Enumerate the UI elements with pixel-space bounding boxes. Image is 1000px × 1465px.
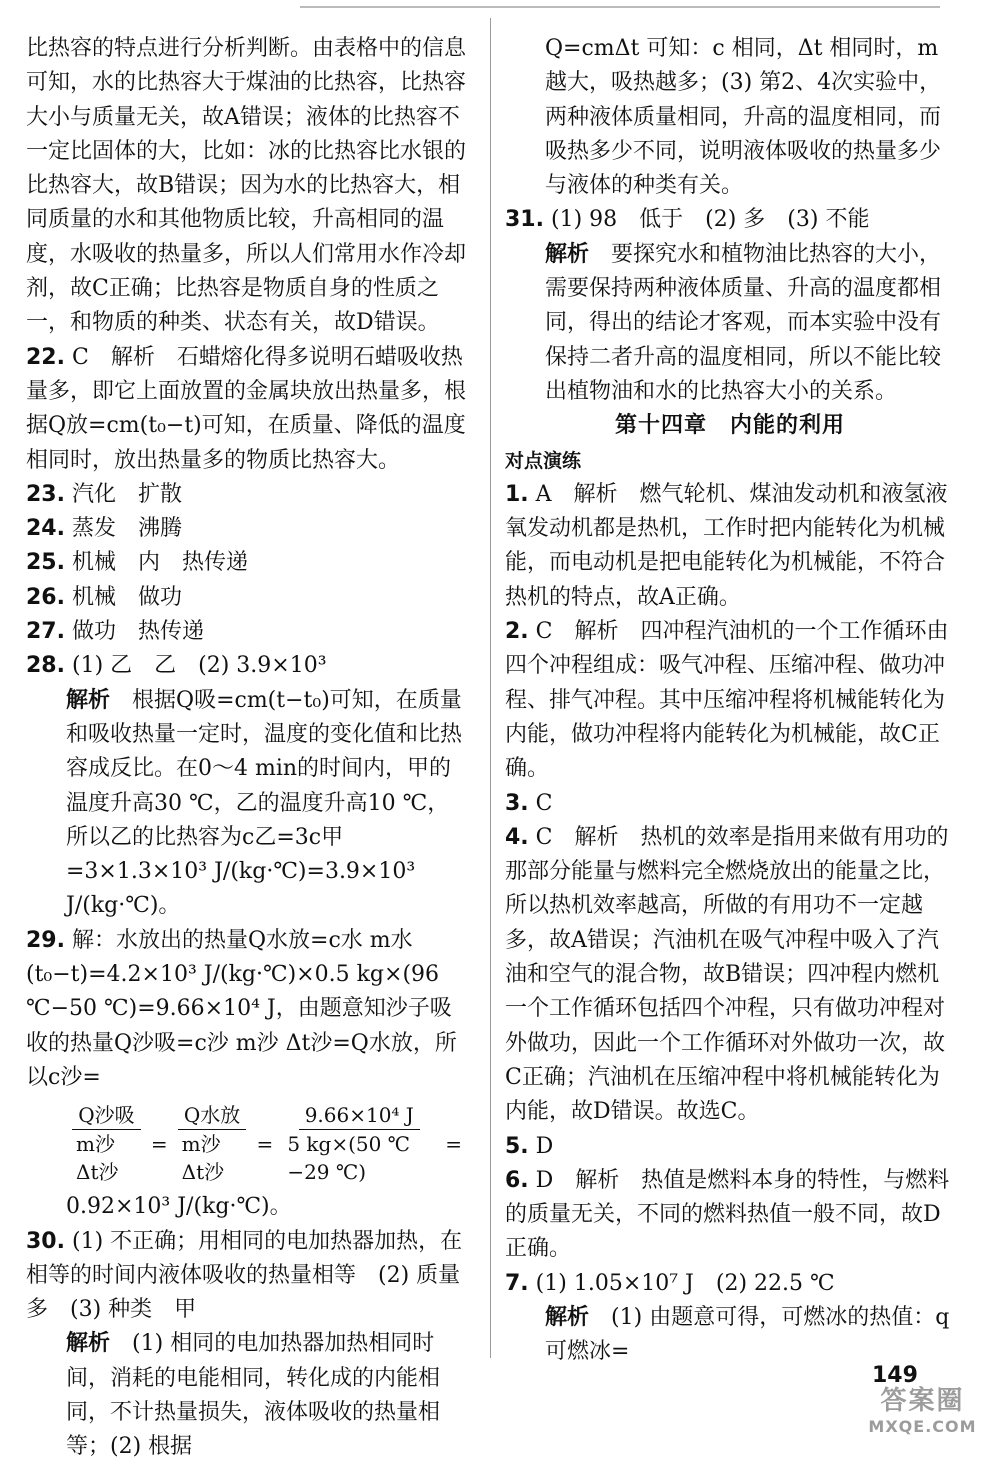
q22-item [26,341,466,478]
r3-text: C [535,790,553,816]
jiexi-label: 解析 [545,1304,590,1330]
q30-item [26,1225,483,1328]
q25-item [26,546,466,580]
r1-item [505,478,955,615]
r3-item [505,787,955,821]
q22-number: 22. [26,344,65,370]
equals-sign: = [445,1131,462,1156]
q29-fraction-equation [66,1101,466,1186]
r7-number: 7. [505,1270,529,1296]
r5-item [505,1130,955,1164]
fraction-3-numerator: 9.66×10⁴ J [299,1101,420,1130]
fraction-2 [176,1101,249,1186]
fraction-1 [70,1101,143,1186]
q31-explanation-text: 要探究水和植物油比热容的大小，需要保持两种液体质量、升高的温度都相同，得出的结论才客观，而本实验中没有保持二者升高的温度相同，所以不能比较出植物油和水的比热容大小的关系。 [545,241,942,404]
q25-text: 机械 内 热传递 [71,550,248,576]
right-column [505,32,955,1370]
q29-number: 29. [26,927,65,953]
r6-text: D 解析 热值是燃料本身的特性，与燃料的质量无关，不同的燃料热值一般不同，故D正确。 [505,1167,950,1262]
q23-text: 汽化 扩散 [71,481,182,507]
fraction-1-numerator: Q沙吸 [72,1101,140,1130]
r3-number: 3. [505,790,529,816]
r2-text: C 解析 四冲程汽油机的一个工作循环由四个冲程组成：吸气冲程、压缩冲程、做功冲程、排气冲程。其中压缩冲程将机械能转化为内能，做功冲程将内能转化为机械能，故C正确。 [505,619,949,782]
q30-continuation: Q=cmΔt 可知：c 相同，Δt 相同时，m 越大，吸热越多；(3) 第2、4次实验中，两种液体质量相同，升高的温度相同，而吸热多少不同，说明液体吸收的热量多少与液体的种类有关。 [545,36,946,199]
q24-item [26,512,466,546]
top-rule [300,6,940,16]
r2-number: 2. [505,619,529,645]
r7-explanation-text: (1) 由题意可得，可燃冰的热值：q可燃冰= [545,1304,950,1365]
q23-item [26,478,466,512]
q24-number: 24. [26,516,65,542]
chapter-heading: 第十四章 内能的利用 [614,413,845,439]
watermark-text: 答案圈 [880,1386,965,1416]
q24-text: 蒸发 沸腾 [71,516,182,542]
fraction-3-denominator: 5 kg×(50 ℃−29 ℃) [287,1132,411,1185]
q28-item [26,649,466,683]
q26-number: 26. [26,584,65,610]
q28-text: (1) 乙 乙 (2) 3.9×10³ [71,653,327,679]
r6-number: 6. [505,1167,529,1193]
q31-text: (1) 98 低于 (2) 多 (3) 不能 [550,207,870,233]
q21-continuation: 比热容的特点进行分析判断。由表格中的信息可知，水的比热容大于煤油的比热容，比热容大小与质量无关，故A错误；液体的比热容不一定比固体的大，比如：冰的比热容比水银的比热容大，故B错误；因为水的比热容大，相同质量的水和其他物质比较，升高相同的温度，水吸收的热量多，所以人们常用水作冷却剂，故C正确；比热容是物质自身的性质之一，和物质的种类、状态有关，故D错误。 [26,36,467,336]
r7-text: (1) 1.05×10⁷ J (2) 22.5 ℃ [535,1270,835,1296]
fraction-2-denominator: m沙 Δt沙 [181,1132,225,1185]
q26-text: 机械 做功 [71,584,182,610]
equals-sign: = [256,1131,274,1156]
watermark-logo [855,1385,990,1445]
q30-number: 30. [26,1228,65,1254]
section-heading: 对点演练 [505,449,582,472]
q29-item [26,924,466,1095]
q23-number: 23. [26,481,65,507]
left-column [26,32,483,1465]
fraction-2-numerator: Q水放 [178,1101,246,1130]
r5-number: 5. [505,1133,529,1159]
q27-number: 27. [26,619,65,645]
fraction-3 [281,1101,437,1186]
page-number: 149 [872,1363,918,1388]
jiexi-label: 解析 [66,687,111,713]
r4-item [505,821,955,1130]
q27-text: 做功 热传递 [71,619,204,645]
q27-item [26,615,466,649]
r5-text: D [535,1133,554,1159]
q30-text: (1) 不正确；用相同的电加热器加热，在相等的时间内液体吸收的热量相等 (2) 质量 多 (3) 种类 甲 [26,1228,483,1323]
q28-explanation [26,684,466,924]
equals-sign: = [150,1131,168,1156]
watermark-url: MXQE.COM [868,1417,977,1436]
r4-text: C 解析 热机的效率是指用来做有用功的那部分能量与燃料完全燃烧放出的能量之比，所以热机效率越高，所做的有用功不一定越多，故A错误；汽油机在吸气冲程中吸入了汽油和空气的混合物，故B错误；四冲程内燃机一个工作循环包括四个冲程，只有做功冲程对外做功，因此一个工作循环对外做功一次，故C正确；汽油机在压缩冲程中将机械能转化为内能，故D错误。故选C。 [505,824,949,1125]
q28-explanation-text: 根据Q吸=cm(t−t₀)可知，在质量和吸收热量一定时，温度的变化值和比热容成反比。在0～4 min的时间内，甲的温度升高30 ℃，乙的温度升高10 ℃，所以乙的比热容为c乙=3c甲=3×1.3×10³ J/(kg·℃)=3.9×10³ J/(kg·℃)。 [66,687,463,919]
r6-item [505,1164,955,1267]
jiexi-label: 解析 [66,1331,111,1357]
q22-text: C 解析 石蜡熔化得多说明石蜡吸收热量多，即它上面放置的金属块放出热量多，根据Q放=cm(t₀−t)可知，在质量、降低的温度相同时，放出热量多的物质比热容大。 [26,344,467,473]
r4-number: 4. [505,824,529,850]
q28-number: 28. [26,653,65,679]
r7-explanation [505,1301,955,1370]
q30-explanation-text: (1) 相同的电加热器加热相同时间，消耗的电能相同，转化成的内能相同，不计热量损失，液体吸收的热量相等；(2) 根据 [66,1331,441,1460]
q31-item [505,203,955,237]
q31-explanation [505,238,955,409]
fraction-1-denominator: m沙 Δt沙 [76,1132,119,1185]
q29-text: 解：水放出的热量Q水放=c水 m水(t₀−t)=4.2×10³ J/(kg·℃)×0.5 kg×(96 ℃−50 ℃)=9.66×10⁴ J，由题意知沙子吸收的热量Q沙吸=c沙 m沙 Δt沙=Q水放，所以c沙= [26,927,457,1090]
q26-item [26,581,466,615]
q31-number: 31. [505,207,544,233]
r7-item [505,1267,955,1301]
q25-number: 25. [26,550,65,576]
r1-text: A 解析 燃气轮机、煤油发动机和液氢液氧发动机都是热机，工作时把内能转化为机械能，而电动机是把电能转化为机械能，不符合热机的特点，故A正确。 [505,481,948,610]
jiexi-label: 解析 [545,241,590,267]
r2-item [505,615,955,786]
q30-explanation [26,1327,466,1464]
column-divider [490,18,491,1358]
r1-number: 1. [505,481,529,507]
q29-result: 0.92×10³ J/(kg·℃)。 [66,1194,292,1220]
